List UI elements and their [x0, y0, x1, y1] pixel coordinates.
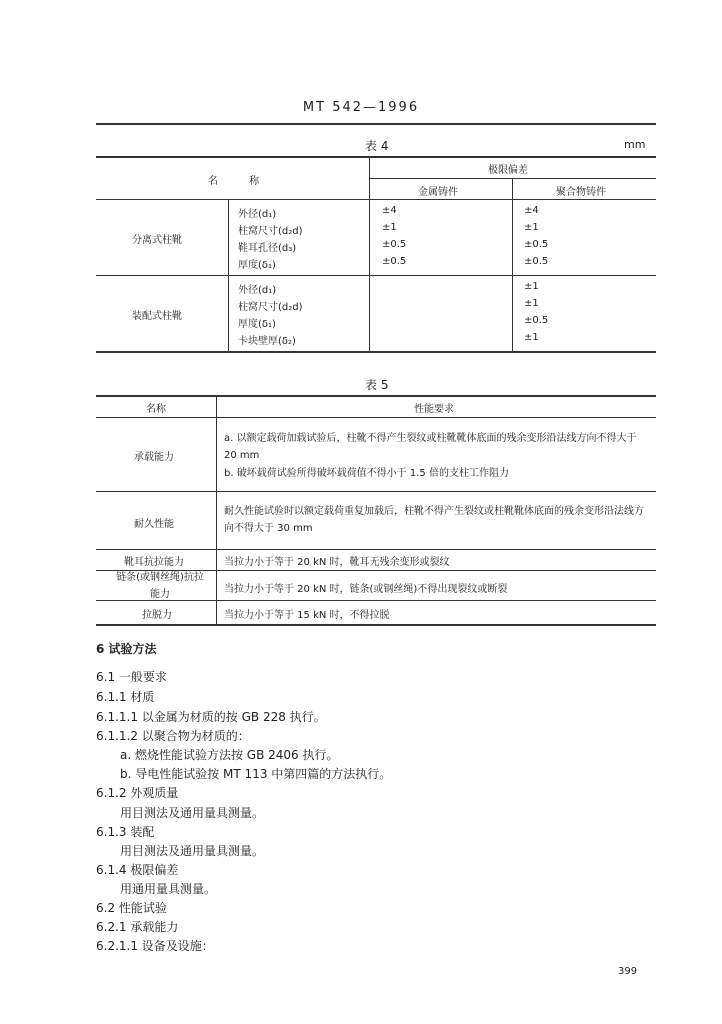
table5-row-name: 承载能力 — [134, 452, 174, 463]
paragraph: 6.2.1.1 设备及设施： — [96, 939, 214, 953]
table4-polymer-value: ±0.5 — [524, 239, 549, 250]
table4-group1-name: 分离式柱靴 — [132, 235, 182, 246]
table4-metal-value: ±0.5 — [382, 256, 407, 267]
table5-row-req: b. 破坏载荷试验所得破坏载荷值不得小于 1.5 倍的支柱工作阻力 — [224, 468, 509, 479]
table4-row-item: 外径(d₁) — [238, 285, 277, 296]
list-item: a. 燃烧性能试验方法按 GB 2406 执行。 — [120, 748, 339, 762]
table4-polymer-value: ±1 — [524, 222, 539, 233]
table5-bottom-rule — [96, 624, 656, 626]
table4-group-rule — [96, 275, 656, 276]
table5-vline — [216, 395, 217, 625]
section-heading: 6.2 性能试验 — [96, 901, 167, 915]
table4-polymer-value: ±0.5 — [524, 256, 549, 267]
table4-metal-value: ±0.5 — [382, 239, 407, 250]
page-number: 399 — [618, 966, 638, 977]
section-heading: 6.2.1 承载能力 — [96, 920, 179, 934]
table4-caption: 表 4 — [365, 139, 389, 153]
paragraph: 用目测法及通用量具测量。 — [120, 806, 265, 820]
table5-row-req: 耐久性能试验时以额定载荷重复加载后，柱靴不得产生裂纹或柱靴靴体底面的残余变形沿法线方向不得大于 30 mm — [224, 506, 644, 534]
table4-polymer-value: ±1 — [524, 281, 539, 292]
table4-polymer-value: ±1 — [524, 298, 539, 309]
section-heading: 6 试验方法 — [96, 642, 157, 656]
paragraph: 用通用量具测量。 — [120, 882, 217, 896]
table4-metal-value: ±4 — [382, 205, 397, 216]
table4-col-name: 名 称 — [208, 176, 274, 187]
table5-col-name: 名称 — [146, 404, 166, 415]
table5-top-rule — [96, 395, 656, 397]
section-heading: 6.1.1 材质 — [96, 690, 155, 704]
section-heading: 6.1.4 极限偏差 — [96, 863, 179, 877]
table5-col-req: 性能要求 — [414, 404, 454, 415]
table5-rule-2 — [96, 549, 656, 550]
header-rule — [96, 123, 656, 125]
table5-rule-1 — [96, 491, 656, 492]
section-heading: 6.1.3 装配 — [96, 825, 155, 839]
section-heading: 6.1.2 外观质量 — [96, 786, 179, 800]
table4-top-rule — [96, 156, 656, 158]
table4-row-item: 柱窝尺寸(d₂d) — [238, 226, 303, 237]
table4-row-item: 厚度(δ₁) — [238, 319, 276, 330]
table4-col-limit: 极限偏差 — [488, 165, 528, 176]
table4-row-item: 外径(d₁) — [238, 209, 277, 220]
paragraph: 用目测法及通用量具测量。 — [120, 844, 265, 858]
table4-polymer-value: ±4 — [524, 205, 539, 216]
table4-vline-1 — [228, 199, 229, 351]
table4-head-rule — [96, 199, 656, 200]
table4-row-item: 厚度(δ₁) — [238, 260, 276, 271]
table4-polymer-value: ±0.5 — [524, 315, 549, 326]
table4-unit: mm — [624, 138, 646, 151]
table4-vline-2 — [369, 156, 370, 351]
table5-caption: 表 5 — [365, 378, 389, 392]
table4-col-metal: 金属铸件 — [418, 187, 458, 198]
table5-row-name: 耐久性能 — [134, 519, 174, 530]
table4-vline-3 — [512, 178, 513, 351]
table5-row-name: 靴耳抗拉能力 — [124, 557, 184, 568]
table4-group2-name: 装配式柱靴 — [132, 311, 182, 322]
table5-row-req: a. 以额定载荷加载试验后，柱靴不得产生裂纹或柱靴靴体底面的残余变形沿法线方向不得大于 20 mm — [224, 433, 637, 461]
table5-row-req: 当拉力小于等于 20 kN 时，靴耳无残余变形或裂纹 — [224, 557, 450, 568]
running-header: MT 542—1996 — [302, 100, 420, 115]
table5-row-name: 链条(或钢丝绳)抗拉能力 — [116, 572, 204, 600]
paragraph: 6.1.1.1 以金属为材质的按 GB 228 执行。 — [96, 710, 326, 724]
table4-row-item: 鞋耳孔径(d₃) — [238, 243, 297, 254]
table4-polymer-value: ±1 — [524, 332, 539, 343]
table5-row-name: 拉脱力 — [142, 610, 172, 621]
table4-metal-value: ±1 — [382, 222, 397, 233]
table4-row-item: 柱窝尺寸(d₂d) — [238, 302, 303, 313]
list-item: b. 导电性能试验按 MT 113 中第四篇的方法执行。 — [120, 767, 392, 781]
table5-row-req: 当拉力小于等于 20 kN 时，链条(或钢丝绳)不得出现裂纹或断裂 — [224, 584, 508, 595]
table5-row-req: 当拉力小于等于 15 kN 时，不得拉脱 — [224, 610, 390, 621]
paragraph: 6.1.1.2 以聚合物为材质的： — [96, 729, 250, 743]
table5-head-rule — [96, 417, 656, 418]
section-heading: 6.1 一般要求 — [96, 670, 167, 684]
table4-bottom-rule — [96, 351, 656, 353]
table4-col-polymer: 聚合物铸件 — [556, 187, 606, 198]
table4-row-item: 卡块壁厚(δ₂) — [238, 336, 296, 347]
